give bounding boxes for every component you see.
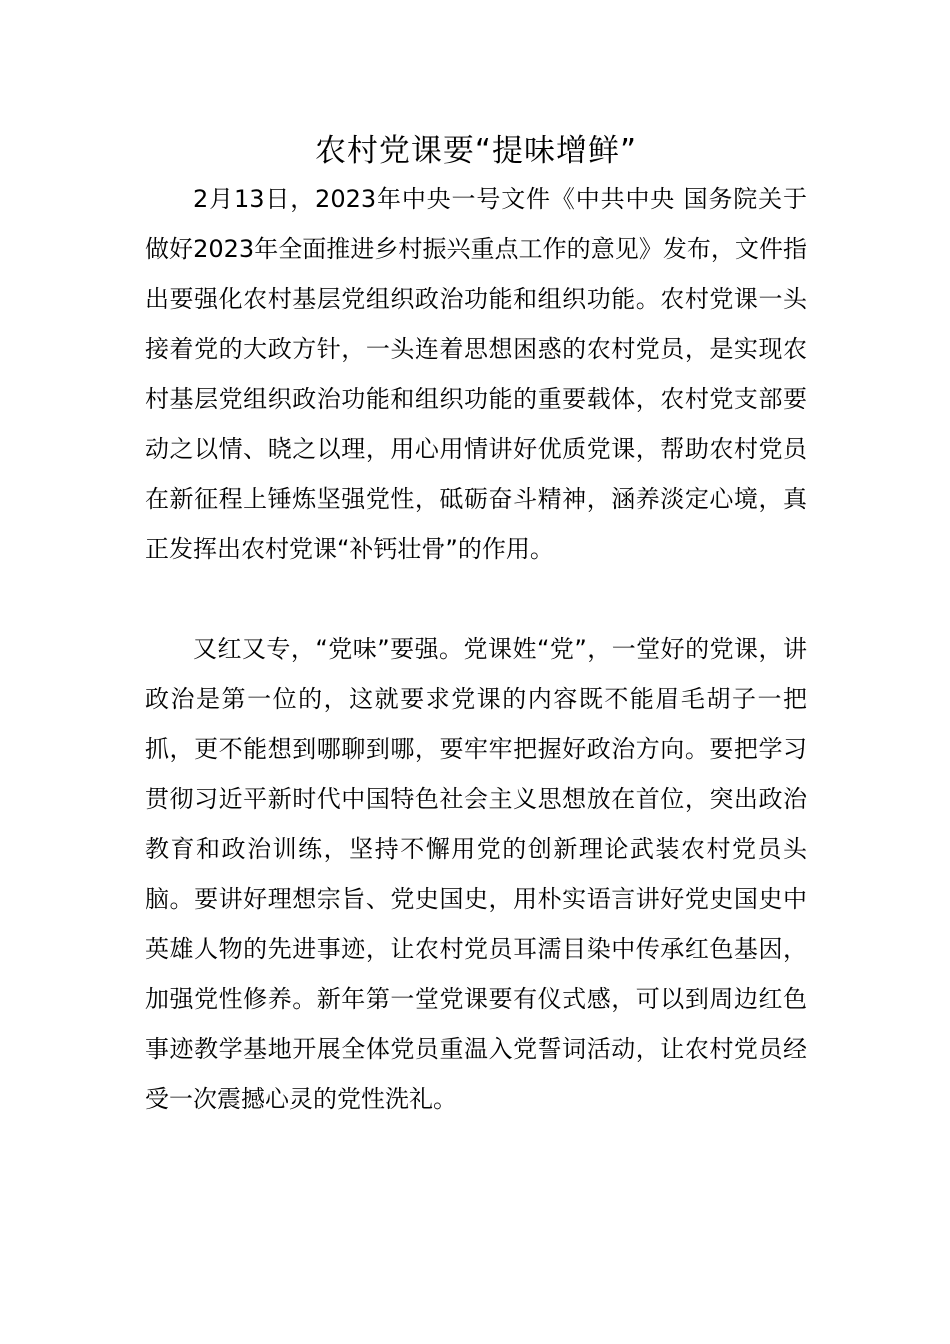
paragraph-2: 又红又专，“党味”要强。党课姓“党”，一堂好的党课，讲政治是第一位的，这就要求党课的内容既不能眉毛胡子一把抓，更不能想到哪聊到哪，要牢牢把握好政治方向。要把学习贯彻习近平新时代中国特色社会主义思想放在首位，突出政治教育和政治训练，坚持不懈用党的创新理论武装农村党员头脑。要讲好理想宗旨、党史国史，用朴实语言讲好党史国史中英雄人物的先进事迹，让农村党员耳濡目染中传承红色基因，加强党性修养。新年第一堂党课要有仪式感，可以到周边红色事迹教学基地开展全体党员重温入党誓词活动，让农村党员经受一次震撼心灵的党性洗礼。 [145,635,807,1113]
paragraph-spacer [145,574,807,624]
document-title: 农村党课要“提味增鲜” [314,133,638,169]
document-page [145,128,807,1124]
paragraph-1: 2月13日，2023年中央一号文件《中共中央 国务院关于做好2023年全面推进乡村振兴重点工作的意见》发布，文件指出要强化农村基层党组织政治功能和组织功能。农村党课一头接着党的大政方针，一头连着思想困惑的农村党员，是实现农村基层党组织政治功能和组织功能的重要载体，农村党支部要动之以情、晓之以理，用心用情讲好优质党课，帮助农村党员在新征程上锤炼坚强党性，砥砺奋斗精神，涵养淡定心境，真正发挥出农村党课“补钙壮骨”的作用。 [145,185,807,563]
